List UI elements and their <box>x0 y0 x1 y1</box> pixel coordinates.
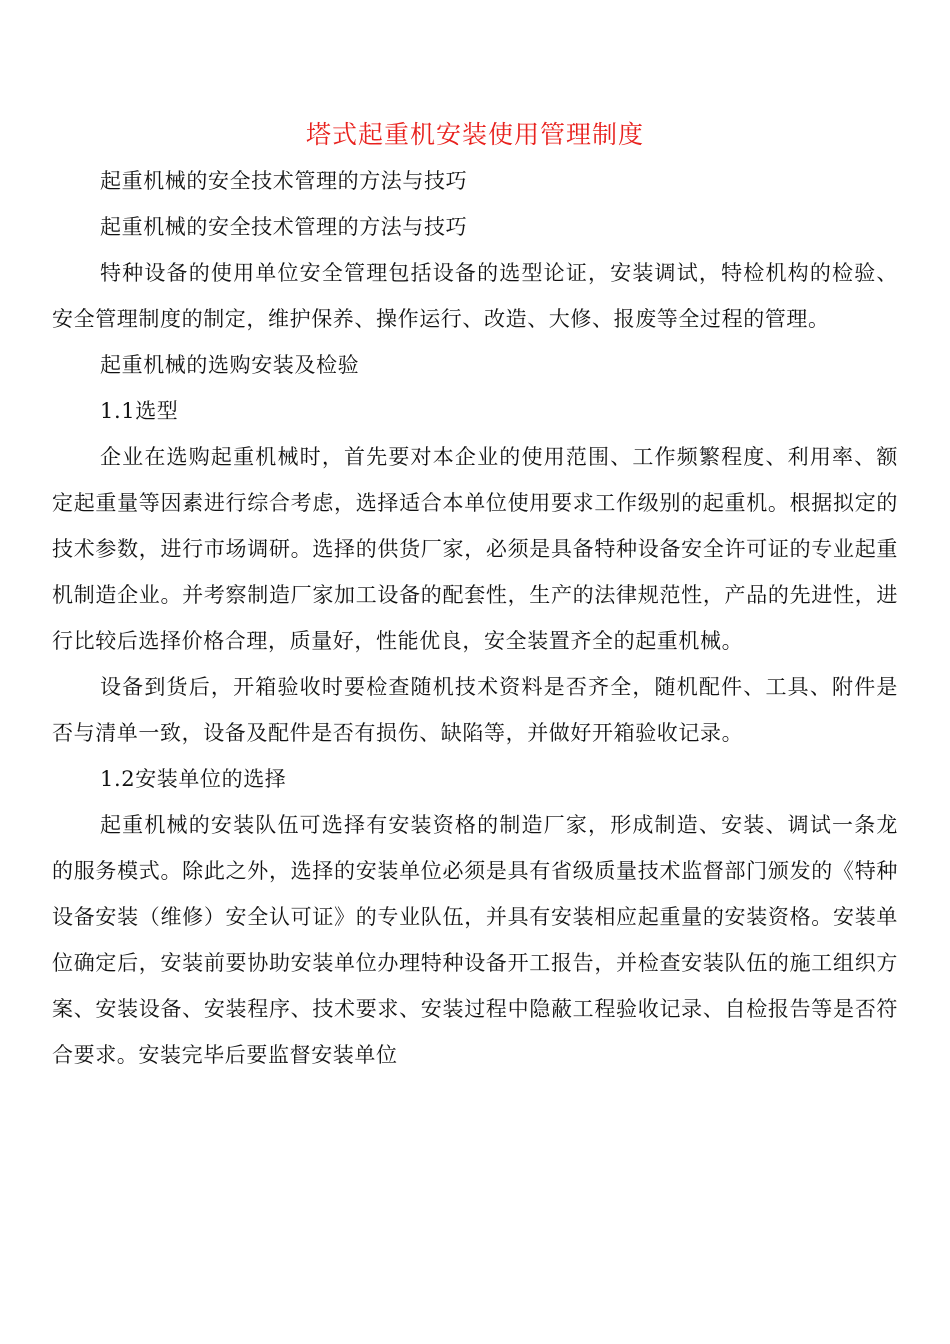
paragraph: 企业在选购起重机械时，首先要对本企业的使用范围、工作频繁程度、利用率、额定起重量等因素进行综合考虑，选择适合本单位使用要求工作级别的起重机。根据拟定的技术参数，进行市场调研。选择的供货厂家，必须是具备特种设备安全许可证的专业起重机制造企业。并考察制造厂家加工设备的配套性，生产的法律规范性，产品的先进性，进行比较后选择价格合理，质量好，性能优良，安全装置齐全的起重机械。 <box>52 445 898 653</box>
section-heading: 起重机械的选购安装及检验 <box>100 353 360 377</box>
subsection-heading: 1.1选型 <box>100 399 179 423</box>
paragraph: 起重机械的安全技术管理的方法与技巧 <box>100 169 468 193</box>
document-title: 塔式起重机安装使用管理制度 <box>305 120 644 149</box>
paragraph: 特种设备的使用单位安全管理包括设备的选型论证，安装调试，特检机构的检验、安全管理制度的制定，维护保养、操作运行、改造、大修、报废等全过程的管理。 <box>52 261 898 331</box>
paragraph: 起重机械的安装队伍可选择有安装资格的制造厂家，形成制造、安装、调试一条龙的服务模式。除此之外，选择的安装单位必须是具有省级质量技术监督部门颁发的《特种设备安装（维修）安全认可证》的专业队伍，并具有安装相应起重量的安装资格。安装单位确定后，安装前要协助安装单位办理特种设备开工报告，并检查安装队伍的施工组织方案、安装设备、安装程序、技术要求、安装过程中隐蔽工程验收记录、自检报告等是否符合要求。安装完毕后要监督安装单位 <box>52 813 898 1067</box>
subsection-heading: 1.2安装单位的选择 <box>100 767 287 791</box>
paragraph: 设备到货后，开箱验收时要检查随机技术资料是否齐全，随机配件、工具、附件是否与清单一致，设备及配件是否有损伤、缺陷等，并做好开箱验收记录。 <box>52 675 898 745</box>
document-body <box>52 158 898 1078</box>
paragraph: 起重机械的安全技术管理的方法与技巧 <box>100 215 468 239</box>
